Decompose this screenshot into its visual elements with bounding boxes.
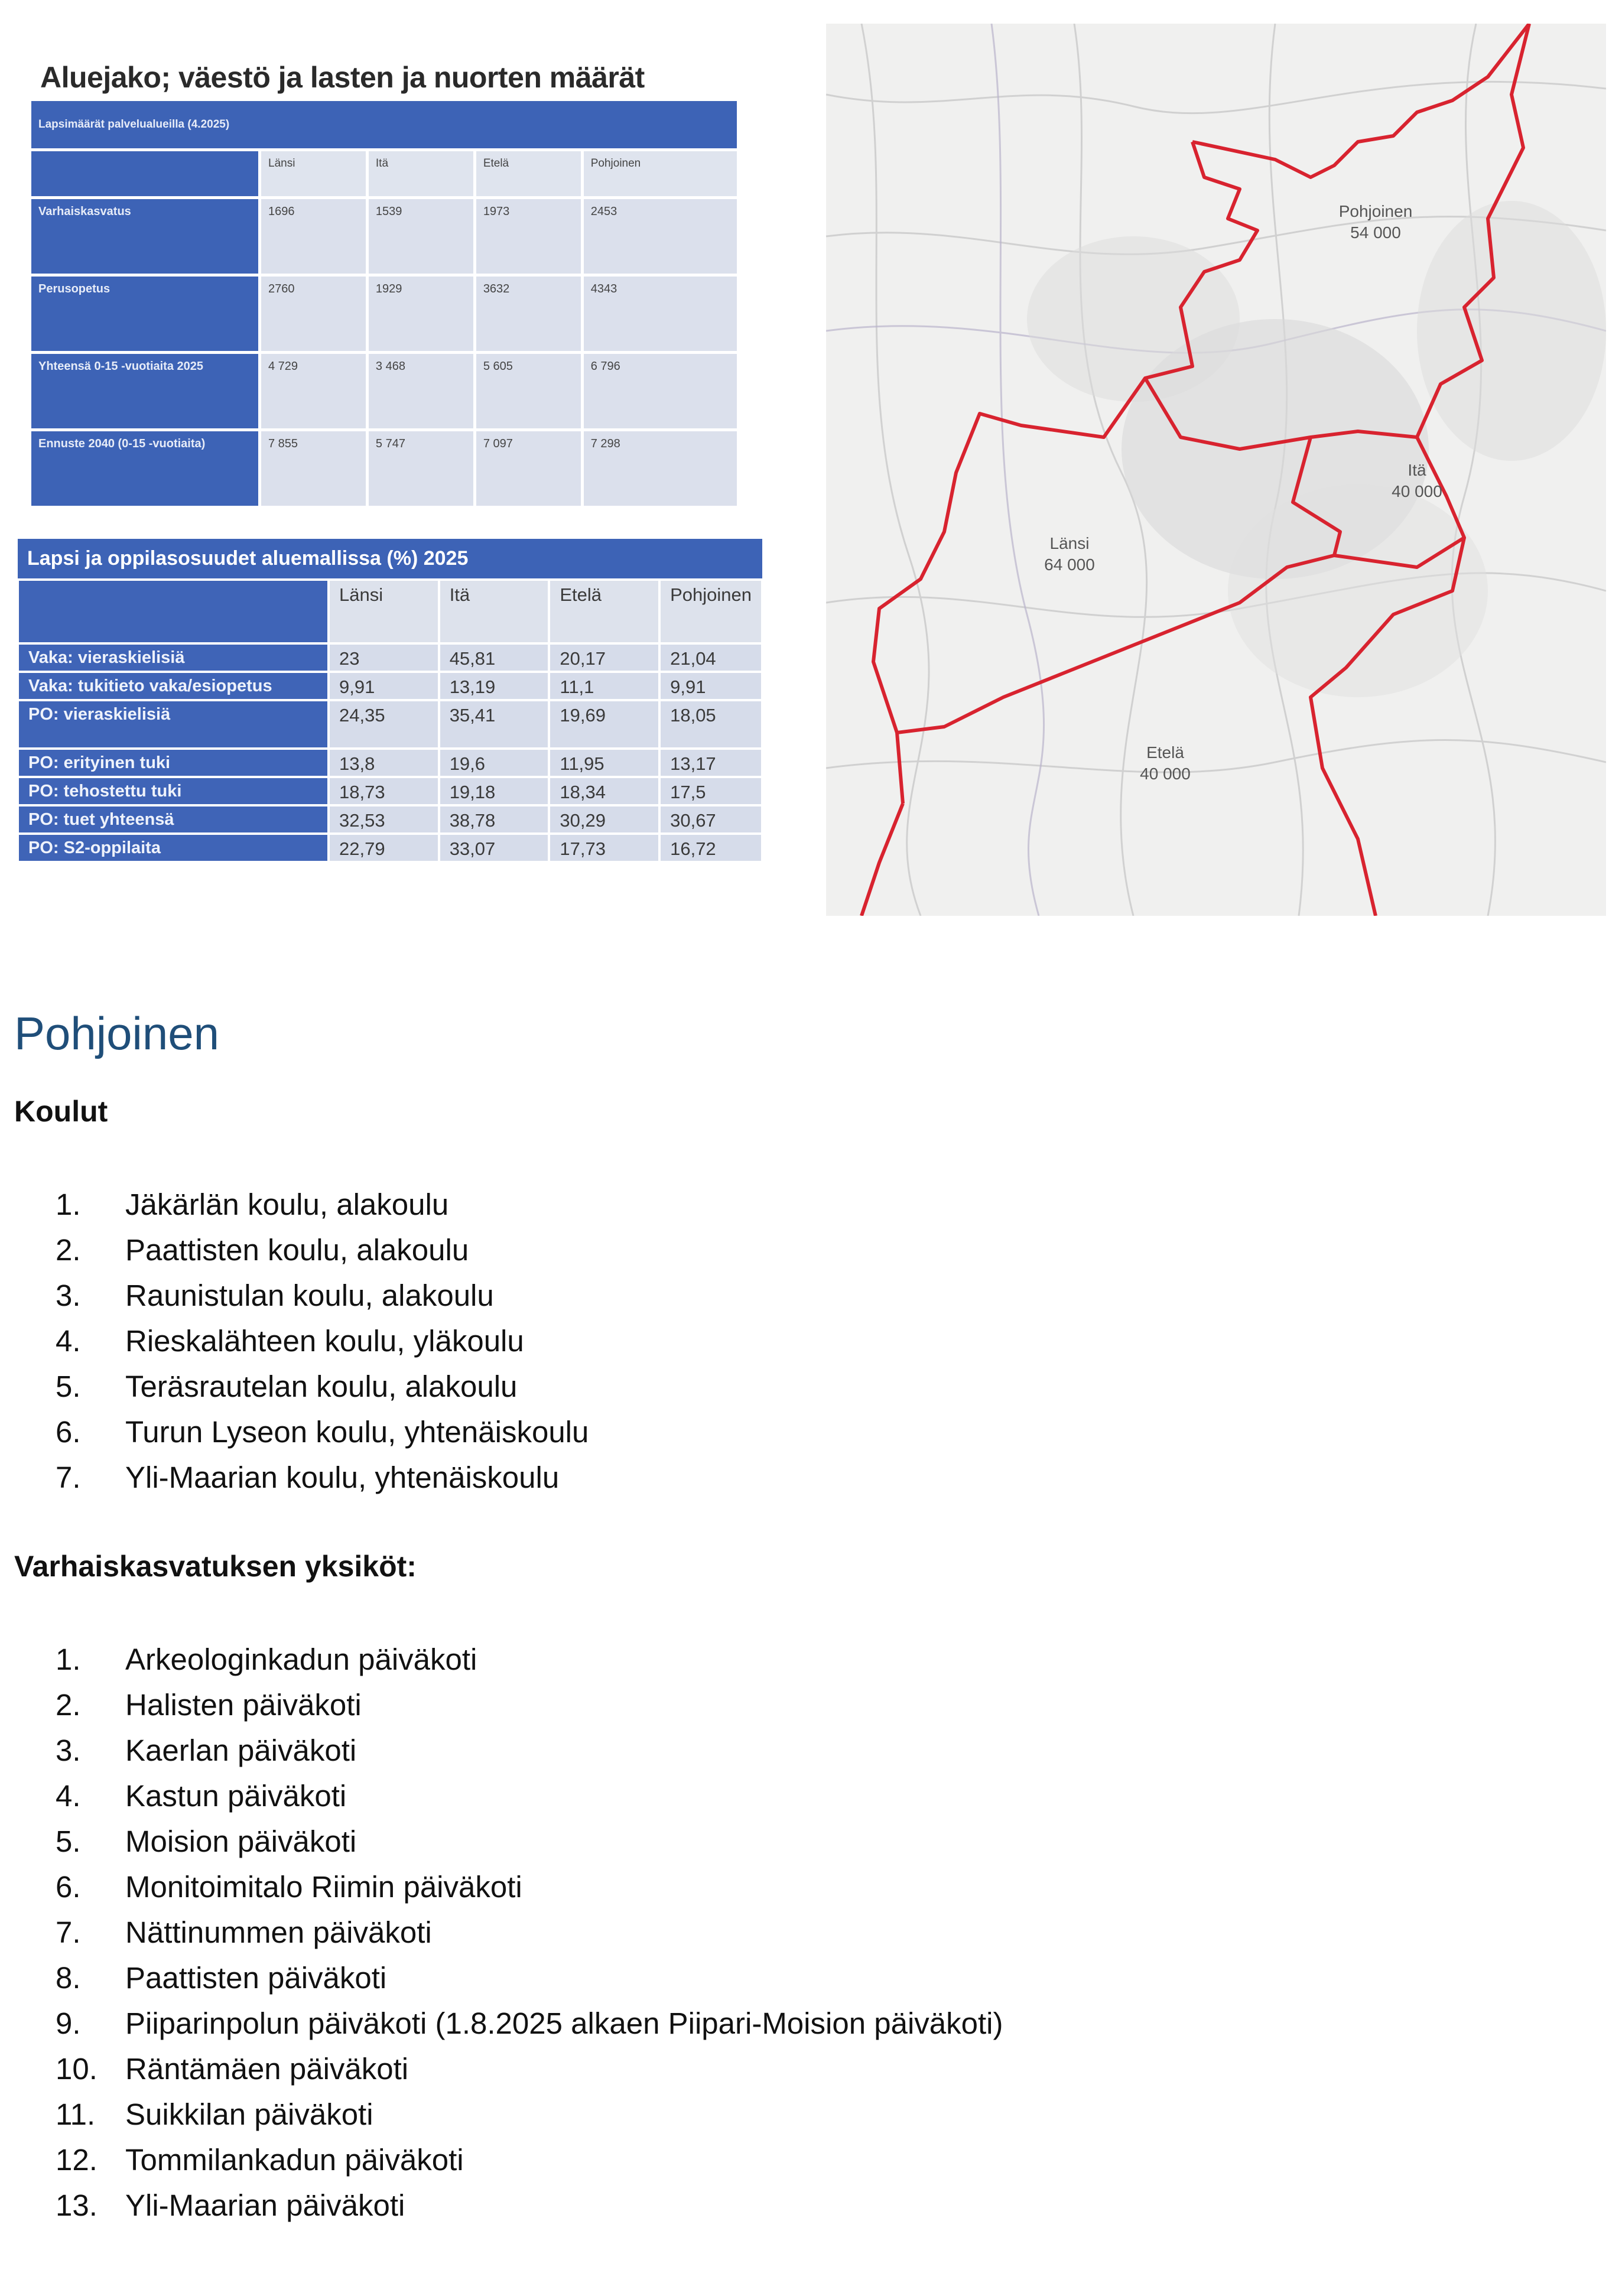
column-header: Pohjoinen xyxy=(659,580,762,643)
table-cell: 16,72 xyxy=(659,834,762,862)
column-header: Pohjoinen xyxy=(584,151,737,196)
row-header: PO: erityinen tuki xyxy=(18,749,329,777)
table-cell: 5 605 xyxy=(476,354,581,428)
list-item-text: Halisten päiväkoti xyxy=(125,1688,362,1722)
list-item-text: Yli-Maarian koulu, yhtenäiskoulu xyxy=(125,1461,560,1494)
list-item-text: Nättinummen päiväkoti xyxy=(125,1915,432,1949)
region-name: Pohjoinen xyxy=(1338,202,1413,220)
region-map-drawing xyxy=(826,24,1606,916)
list-number: 6. xyxy=(56,1415,81,1449)
table-cell: 13,17 xyxy=(659,749,762,777)
list-number: 2. xyxy=(56,1688,81,1722)
row-header: Yhteensä 0-15 -vuotiaita 2025 xyxy=(31,354,258,428)
table-cell: 18,05 xyxy=(659,700,762,749)
table-row xyxy=(31,431,737,506)
row-header: PO: vieraskielisiä xyxy=(18,700,329,749)
table-cell: 45,81 xyxy=(439,643,550,672)
table-cell: 30,29 xyxy=(549,805,659,834)
list-item-text: Turun Lyseon koulu, yhtenäiskoulu xyxy=(125,1415,589,1449)
map-label-lansi xyxy=(1044,533,1095,575)
list-item-text: Arkeologinkadun päiväkoti xyxy=(125,1643,477,1676)
list-number: 9. xyxy=(56,2006,81,2040)
table-cell: 18,34 xyxy=(549,777,659,805)
list-number: 8. xyxy=(56,1961,81,1995)
list-item-text: Räntämäen päiväkoti xyxy=(125,2052,409,2086)
table-cell: 35,41 xyxy=(439,700,550,749)
table-cell: 38,78 xyxy=(439,805,550,834)
map-label-pohjoinen xyxy=(1339,201,1413,243)
row-header: Varhaiskasvatus xyxy=(31,199,258,274)
table-cell: 7 298 xyxy=(584,431,737,506)
row-header: Perusopetus xyxy=(31,277,258,351)
table-cell: 24,35 xyxy=(329,700,439,749)
list-item-text: Jäkärlän koulu, alakoulu xyxy=(125,1188,449,1221)
list-number: 2. xyxy=(56,1233,81,1267)
table-cell: 30,67 xyxy=(659,805,762,834)
table-cell: 18,73 xyxy=(329,777,439,805)
row-header: PO: S2-oppilaita xyxy=(18,834,329,862)
table-row xyxy=(18,643,762,672)
table-cell: 21,04 xyxy=(659,643,762,672)
table-row xyxy=(18,672,762,700)
list-number: 6. xyxy=(56,1870,81,1904)
table-cell: 33,07 xyxy=(439,834,550,862)
table-cell: 23 xyxy=(329,643,439,672)
list-number: 12. xyxy=(56,2143,97,2177)
table-cell: 13,8 xyxy=(329,749,439,777)
table-row xyxy=(18,805,762,834)
table-cell: 7 855 xyxy=(261,431,366,506)
row-header: Ennuste 2040 (0-15 -vuotiaita) xyxy=(31,431,258,506)
table-row xyxy=(18,700,762,749)
table-corner xyxy=(31,151,258,196)
list-item-text: Kaerlan päiväkoti xyxy=(125,1734,357,1767)
slide-title: Aluejako; väestö ja lasten ja nuorten määrät xyxy=(40,61,645,94)
list-number: 11. xyxy=(56,2097,96,2131)
row-header: PO: tuet yhteensä xyxy=(18,805,329,834)
list-item-text: Paattisten koulu, alakoulu xyxy=(125,1233,469,1267)
page-heading: Pohjoinen xyxy=(14,1007,219,1059)
table-cell: 19,69 xyxy=(549,700,659,749)
table-cell: 11,1 xyxy=(549,672,659,700)
table-row xyxy=(31,277,737,351)
list-number: 5. xyxy=(56,1825,81,1858)
table-cell: 2760 xyxy=(261,277,366,351)
table-row xyxy=(18,777,762,805)
map-label-etela xyxy=(1140,742,1191,785)
row-header: Vaka: vieraskielisiä xyxy=(18,643,329,672)
table-cell: 3632 xyxy=(476,277,581,351)
column-header: Itä xyxy=(369,151,473,196)
list-number: 7. xyxy=(56,1915,81,1949)
child-count-table xyxy=(28,98,740,509)
table-cell: 2453 xyxy=(584,199,737,274)
map-label-ita xyxy=(1392,460,1442,502)
table-cell: 1539 xyxy=(369,199,473,274)
slide-image xyxy=(13,24,769,898)
list-item-text: Teräsrautelan koulu, alakoulu xyxy=(125,1370,518,1403)
region-population: 64 000 xyxy=(1044,555,1095,574)
child-count-table-caption: Lapsimäärät palvelualueilla (4.2025) xyxy=(31,101,737,148)
list-item-text: Kastun päiväkoti xyxy=(125,1779,347,1813)
column-header: Itä xyxy=(439,580,550,643)
table-cell: 7 097 xyxy=(476,431,581,506)
table-cell: 9,91 xyxy=(329,672,439,700)
table-cell: 19,18 xyxy=(439,777,550,805)
table-cell: 9,91 xyxy=(659,672,762,700)
table-row xyxy=(31,199,737,274)
table-cell: 6 796 xyxy=(584,354,737,428)
percentage-table xyxy=(17,539,763,863)
daycare-heading: Varhaiskasvatuksen yksiköt: xyxy=(14,1550,417,1583)
list-item-text: Piiparinpolun päiväkoti (1.8.2025 alkaen Piipari-Moision päiväkoti) xyxy=(125,2006,1003,2040)
table-row xyxy=(31,354,737,428)
list-number: 1. xyxy=(56,1188,81,1221)
table-cell: 1696 xyxy=(261,199,366,274)
list-number: 3. xyxy=(56,1279,81,1312)
list-item-text: Raunistulan koulu, alakoulu xyxy=(125,1279,494,1312)
table-cell: 1973 xyxy=(476,199,581,274)
region-population: 54 000 xyxy=(1350,223,1401,242)
list-number: 7. xyxy=(56,1461,81,1494)
list-number: 5. xyxy=(56,1370,81,1403)
region-name: Länsi xyxy=(1049,534,1090,552)
table-cell: 19,6 xyxy=(439,749,550,777)
list-item-text: Monitoimitalo Riimin päiväkoti xyxy=(125,1870,522,1904)
list-number: 4. xyxy=(56,1324,81,1358)
list-item-text: Rieskalähteen koulu, yläkoulu xyxy=(125,1324,524,1358)
table-cell: 1929 xyxy=(369,277,473,351)
table-cell: 17,73 xyxy=(549,834,659,862)
table-cell: 5 747 xyxy=(369,431,473,506)
table-cell: 11,95 xyxy=(549,749,659,777)
list-number: 10. xyxy=(56,2052,97,2086)
row-header: PO: tehostettu tuki xyxy=(18,777,329,805)
table-cell: 22,79 xyxy=(329,834,439,862)
table-cell: 20,17 xyxy=(549,643,659,672)
list-number: 4. xyxy=(56,1779,81,1813)
table-row xyxy=(18,749,762,777)
list-item-text: Yli-Maarian päiväkoti xyxy=(125,2188,405,2222)
table-corner xyxy=(18,580,329,643)
table-cell: 13,19 xyxy=(439,672,550,700)
region-name: Itä xyxy=(1408,461,1426,479)
region-name: Etelä xyxy=(1146,743,1184,762)
column-header: Etelä xyxy=(476,151,581,196)
column-header: Länsi xyxy=(329,580,439,643)
list-item-text: Moision päiväkoti xyxy=(125,1825,357,1858)
table-cell: 3 468 xyxy=(369,354,473,428)
table-cell: 17,5 xyxy=(659,777,762,805)
percentage-table-caption: Lapsi ja oppilasosuudet aluemallissa (%) 2025 xyxy=(18,539,762,580)
region-population: 40 000 xyxy=(1140,765,1191,783)
region-population: 40 000 xyxy=(1392,482,1442,500)
schools-heading: Koulut xyxy=(14,1095,108,1128)
list-number: 3. xyxy=(56,1734,81,1767)
table-cell: 4343 xyxy=(584,277,737,351)
column-header: Etelä xyxy=(549,580,659,643)
list-number: 1. xyxy=(56,1643,81,1676)
list-number: 13. xyxy=(56,2188,97,2222)
table-cell: 32,53 xyxy=(329,805,439,834)
region-map xyxy=(826,24,1606,916)
table-row xyxy=(18,834,762,862)
list-item-text: Tommilankadun päiväkoti xyxy=(125,2143,464,2177)
table-cell: 4 729 xyxy=(261,354,366,428)
list-item-text: Paattisten päiväkoti xyxy=(125,1961,387,1995)
list-item-text: Suikkilan päiväkoti xyxy=(125,2097,373,2131)
column-header: Länsi xyxy=(261,151,366,196)
row-header: Vaka: tukitieto vaka/esiopetus xyxy=(18,672,329,700)
